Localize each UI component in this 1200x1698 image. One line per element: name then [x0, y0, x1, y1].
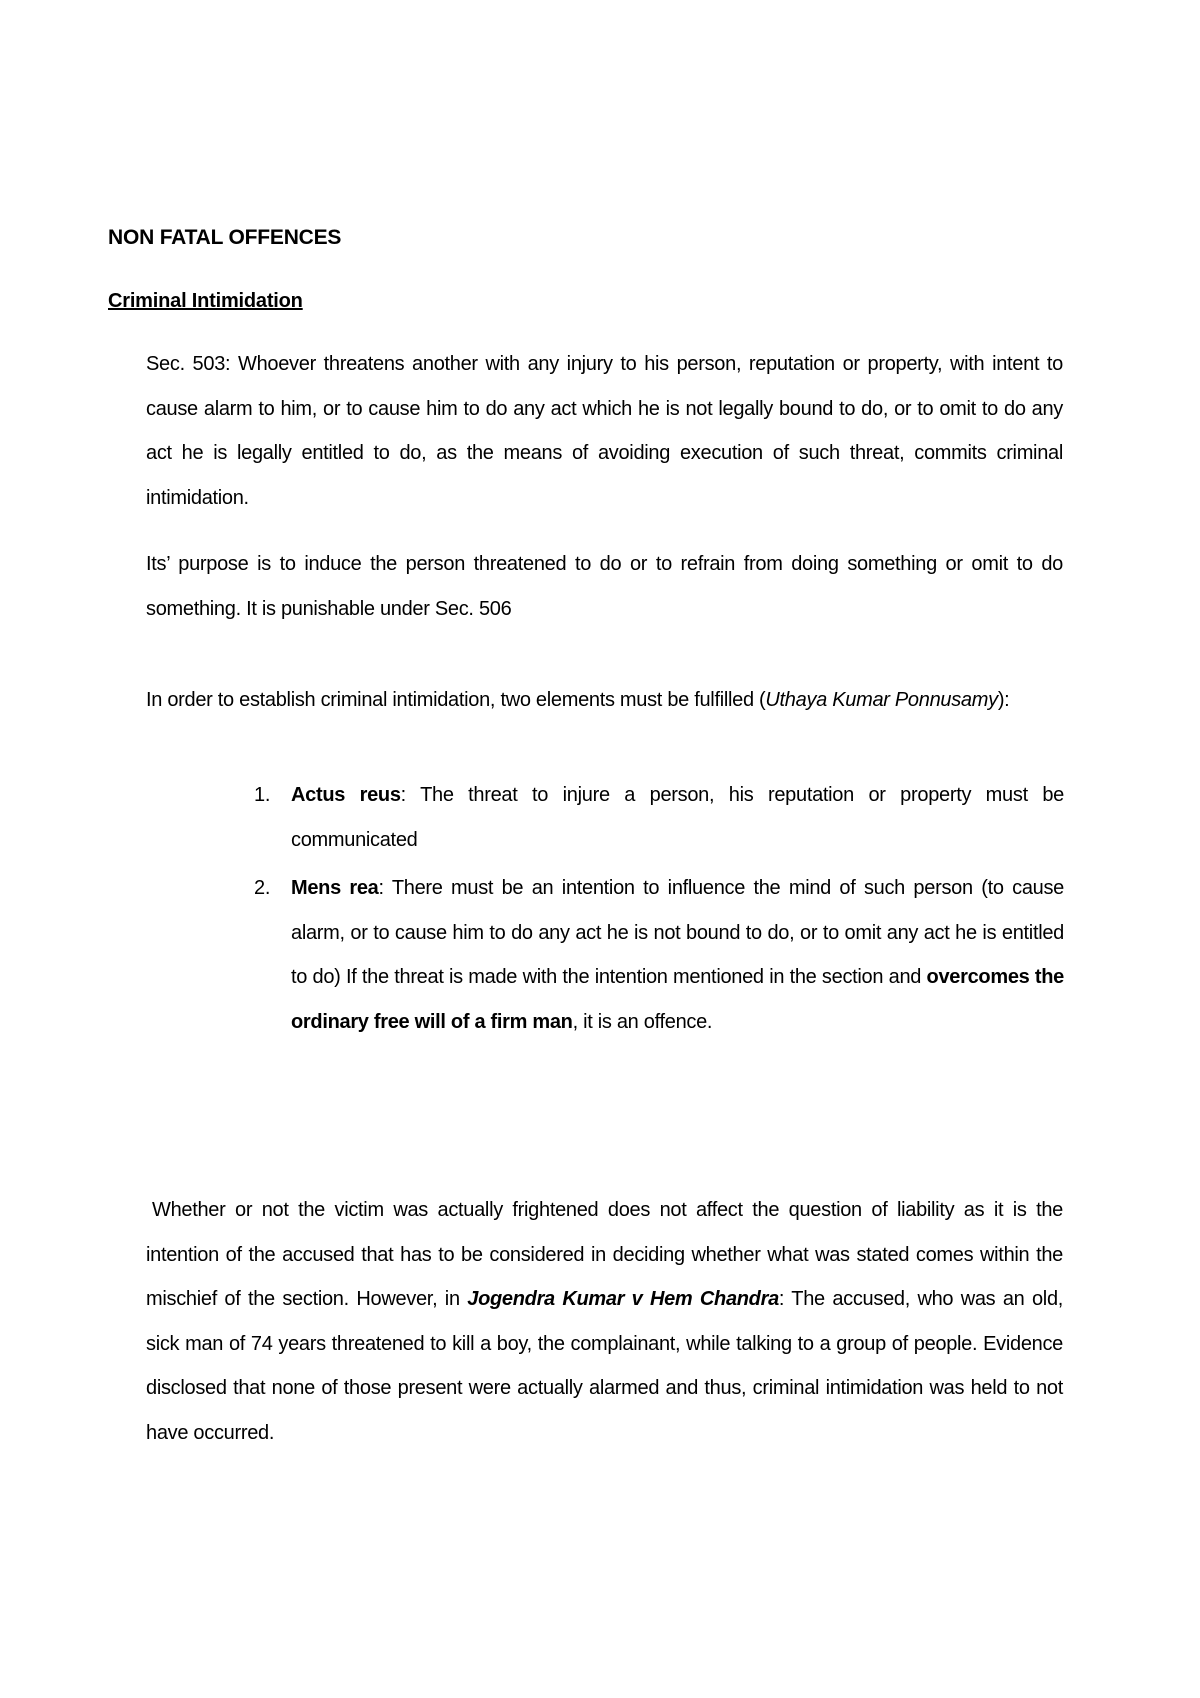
paragraph-liability	[146, 1188, 1063, 1455]
paragraph-elements-intro	[146, 678, 1063, 723]
list-item	[254, 773, 1064, 862]
case-citation: Uthaya Kumar Ponnusamy	[765, 689, 998, 711]
element-text: : The threat to injure a person, his reputation or property must be communicated	[291, 784, 1064, 851]
element-term: Mens rea	[291, 877, 379, 899]
element-term: Actus reus	[291, 784, 401, 806]
liability-text-end: : The accused, who was an old, sick man of 74 years threatened to kill a boy, the complainant, while talking to a group of people. Evidence disclosed that none of those present were actually alarmed and thus, criminal intimidation was held to not have occurred.	[146, 1288, 1064, 1444]
paragraph-purpose: Its’ purpose is to induce the person threatened to do or to refrain from doing something or omit to do something. It is punishable under Sec. 506	[146, 553, 1063, 620]
element-text: : There must be an intention to influence the mind of such person (to cause alarm, or to cause him to do any act he is not bound to do, or to omit any act he is entitled to do) If the threat is made with the intention mentioned in the section and	[291, 877, 1064, 988]
elements-list	[254, 773, 1064, 1044]
list-number: 1.	[254, 784, 271, 806]
list-number: 2.	[254, 877, 271, 899]
intro-text: In order to establish criminal intimidation, two elements must be fulfilled (	[146, 689, 766, 711]
page-title: NON FATAL OFFENCES	[108, 226, 342, 249]
section-heading: Criminal Intimidation	[108, 290, 303, 312]
paragraph-section-503: Sec. 503: Whoever threatens another with any injury to his person, reputation or property, with intent to cause alarm to him, or to cause him to do any act which he is not legally bound to do, or to omit to do any act he is legally entitled to do, as the means of avoiding execution of such threat, commits criminal intimidation.	[146, 353, 1063, 509]
element-text-end: , it is an offence.	[572, 1010, 713, 1033]
element-emphasis: overcomes the ordinary free will of a firm man	[291, 966, 1064, 1033]
liability-text: Whether or not the victim was actually frightened does not affect the question of liability as it is the intention of the accused that has to be considered in deciding whether what was stated comes within the mischief of the section. However, in	[146, 1199, 1063, 1310]
intro-text-end: ):	[997, 689, 1010, 711]
list-item	[254, 866, 1064, 1044]
case-citation: Jogendra Kumar v Hem Chandra	[467, 1288, 779, 1310]
